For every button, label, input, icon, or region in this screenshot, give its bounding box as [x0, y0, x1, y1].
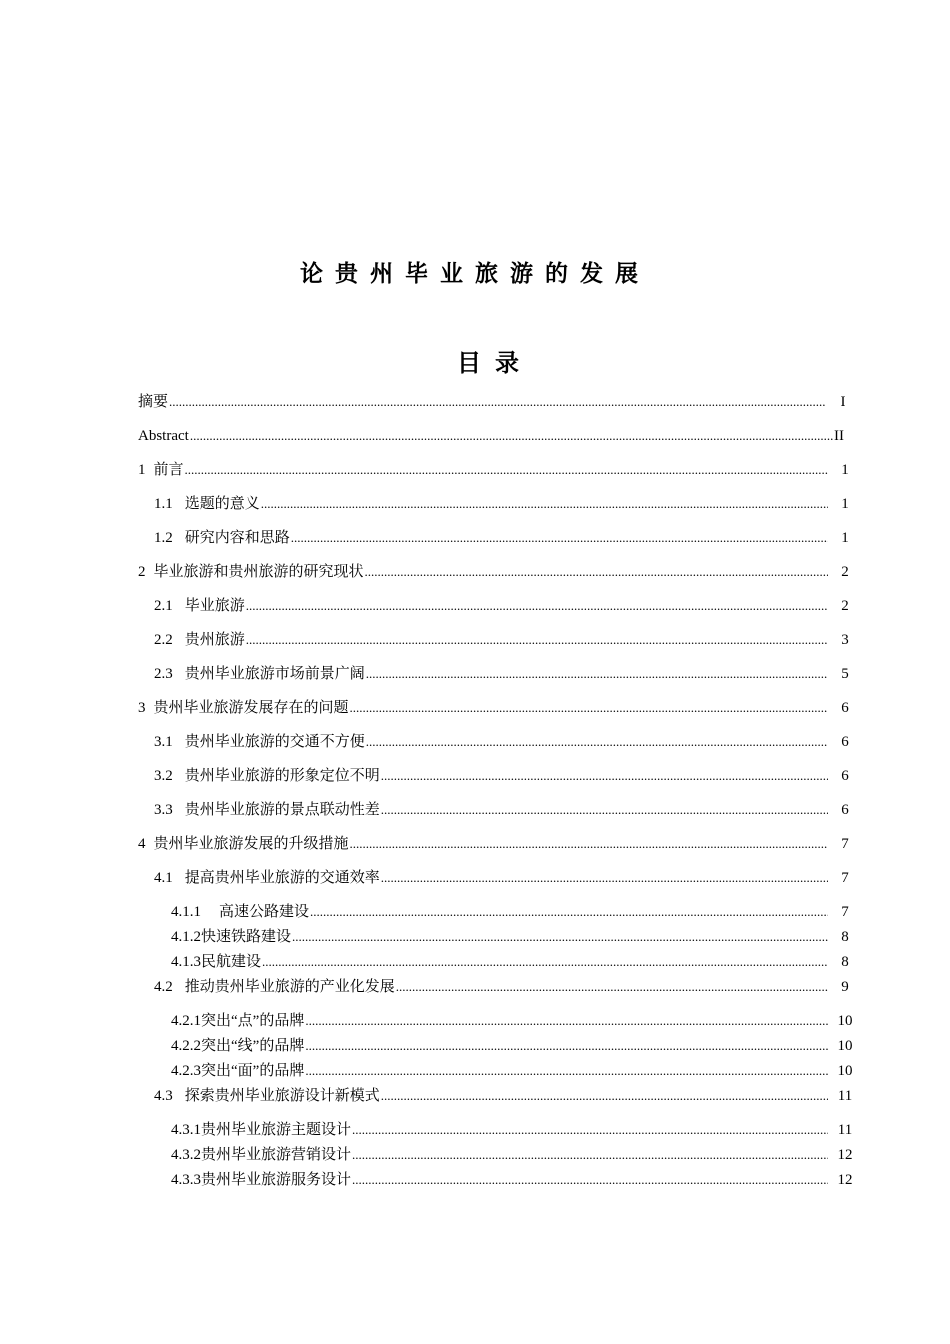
toc-entry-page: 10 — [837, 1063, 853, 1079]
toc-entry-label: 贵州毕业旅游的交通不方便 — [184, 734, 365, 750]
toc-entry[interactable] — [171, 952, 860, 972]
toc-entry-label: 贵州毕业旅游发展的升级措施 — [153, 836, 349, 852]
toc-entry-page: 3 — [841, 632, 849, 648]
toc-entry-page: 1 — [841, 530, 849, 546]
toc-entry-number: 4.1.1 — [171, 904, 201, 920]
toc-entry-label: 提高贵州毕业旅游的交通效率 — [184, 870, 380, 886]
dot-leader — [366, 732, 828, 752]
dot-leader — [190, 426, 834, 446]
dot-leader — [262, 952, 828, 972]
toc-entry-title — [154, 977, 395, 997]
dot-leader — [292, 927, 828, 947]
toc-entry-page: 2 — [841, 598, 849, 614]
dot-leader — [381, 766, 828, 786]
toc-entry-label: 前言 — [153, 462, 184, 478]
toc-entry-number: 4.2.1 — [171, 1013, 201, 1029]
toc-entry-number: 1.1 — [154, 496, 173, 512]
dot-leader — [381, 868, 828, 888]
dot-leader — [246, 596, 828, 616]
toc-entry-number: 4.3.1 — [171, 1122, 201, 1138]
toc-entry-label: 突出“面”的品牌 — [201, 1063, 305, 1079]
toc-entry-title — [154, 1086, 380, 1106]
toc-entry-number: 2.3 — [154, 666, 173, 682]
toc-entry[interactable] — [138, 834, 860, 854]
toc-entry-page: 12 — [837, 1147, 853, 1163]
dot-leader — [305, 1036, 828, 1056]
toc-entry-title: 摘要 — [138, 394, 169, 410]
toc-entry[interactable] — [154, 1086, 860, 1106]
toc-entry-title — [154, 630, 245, 650]
toc-entry-page: 8 — [841, 954, 849, 970]
dot-leader — [352, 1170, 828, 1190]
toc-entry[interactable] — [138, 698, 860, 718]
toc-entry-page: 1 — [841, 496, 849, 512]
toc-entry-number: 3.2 — [154, 768, 173, 784]
toc-entry-title: Abstract — [138, 428, 189, 444]
toc-entry-label: 快速铁路建设 — [201, 929, 292, 945]
toc-entry-title — [138, 834, 349, 854]
toc-entry-page: 2 — [841, 564, 849, 580]
dot-leader — [350, 698, 828, 718]
dot-leader — [169, 392, 826, 412]
toc-entry-label: 贵州毕业旅游服务设计 — [201, 1172, 352, 1188]
toc-entry[interactable] — [154, 664, 860, 684]
toc-entry-page: II — [834, 428, 844, 444]
toc-entry[interactable] — [171, 927, 860, 947]
toc-entry[interactable] — [171, 902, 860, 922]
toc-entry-number: 2.1 — [154, 598, 173, 614]
toc-entry-title — [154, 800, 380, 820]
toc-entry-page: 1 — [841, 462, 849, 478]
toc-entry-page: 11 — [837, 1088, 853, 1104]
toc-entry-number: 2 — [138, 564, 146, 580]
toc-entry[interactable] — [154, 494, 860, 514]
toc-entry[interactable] — [154, 766, 860, 786]
toc-entry-title — [154, 732, 365, 752]
dot-leader — [305, 1011, 828, 1031]
toc-entry-page: 7 — [841, 836, 849, 852]
toc-entry-title — [171, 1120, 351, 1140]
toc-entry-page: 6 — [841, 734, 849, 750]
toc-entry[interactable] — [154, 630, 860, 650]
toc-entry[interactable] — [171, 1011, 860, 1031]
toc-entry-page: I — [840, 394, 846, 410]
toc-entry-label: 高速公路建设 — [219, 904, 310, 920]
toc-entry-page: 10 — [837, 1038, 853, 1054]
toc-entry-label: 推动贵州毕业旅游的产业化发展 — [184, 979, 395, 995]
toc-entry-title — [154, 494, 260, 514]
toc-entry-title — [154, 596, 245, 616]
toc-entry-title — [138, 698, 349, 718]
dot-leader — [291, 528, 828, 548]
toc-entry-number: 4.2 — [154, 979, 173, 995]
dot-leader — [305, 1061, 828, 1081]
toc-entry-abstract-cn[interactable] — [138, 392, 858, 412]
toc-entry-page: 6 — [841, 768, 849, 784]
toc-entry-label: 贵州毕业旅游的景点联动性差 — [184, 802, 380, 818]
toc-entry-number: 4.1 — [154, 870, 173, 886]
toc-entry-number: 4 — [138, 836, 146, 852]
toc-entry-page: 5 — [841, 666, 849, 682]
toc-entry-page: 6 — [841, 802, 849, 818]
toc-entry[interactable] — [138, 460, 860, 480]
toc-entry-title — [171, 952, 261, 972]
toc-entry-label: 毕业旅游 — [184, 598, 245, 614]
toc-entry-page: 10 — [837, 1013, 853, 1029]
toc-entry-number: 3.1 — [154, 734, 173, 750]
toc-entry-number: 3.3 — [154, 802, 173, 818]
toc-entry[interactable] — [154, 868, 860, 888]
toc-entry-page: 6 — [841, 700, 849, 716]
toc-entry-number: 4.3 — [154, 1088, 173, 1104]
toc-entry-number: 4.2.2 — [171, 1038, 201, 1054]
toc-entry-label: 贵州毕业旅游主题设计 — [201, 1122, 352, 1138]
document-title: 论贵州毕业旅游的发展 — [300, 261, 650, 287]
toc-entry-title — [171, 1036, 304, 1056]
toc-entry[interactable] — [138, 562, 860, 582]
toc-entry-number: 1.2 — [154, 530, 173, 546]
toc-entry[interactable] — [171, 1036, 860, 1056]
toc-entry[interactable] — [154, 732, 860, 752]
toc-entry-title — [171, 902, 309, 922]
toc-entry-label: 突出“线”的品牌 — [201, 1038, 305, 1054]
dot-leader — [352, 1120, 828, 1140]
dot-leader — [310, 902, 828, 922]
toc-entry-label: 贵州毕业旅游发展存在的问题 — [153, 700, 349, 716]
toc-entry-title — [154, 528, 290, 548]
toc-entry-number: 4.2.3 — [171, 1063, 201, 1079]
dot-leader — [185, 460, 828, 480]
toc-entry-label: 贵州毕业旅游营销设计 — [201, 1147, 352, 1163]
toc-entry-page: 9 — [841, 979, 849, 995]
toc-entry-title — [171, 1011, 304, 1031]
toc-entry-page: 7 — [841, 904, 849, 920]
toc-entry-label: 毕业旅游和贵州旅游的研究现状 — [153, 564, 364, 580]
toc-entry-number: 3 — [138, 700, 146, 716]
toc-entry-title — [138, 562, 364, 582]
toc-entry[interactable] — [171, 1170, 860, 1190]
dot-leader — [366, 664, 828, 684]
toc-entry-title — [154, 664, 365, 684]
toc-entry-page: 8 — [841, 929, 849, 945]
dot-leader — [381, 800, 828, 820]
dot-leader — [246, 630, 828, 650]
toc-entry-title — [171, 927, 291, 947]
toc-entry[interactable] — [154, 977, 860, 997]
toc-entry-page: 11 — [837, 1122, 853, 1138]
toc-entry-title — [171, 1061, 304, 1081]
toc-entry-label: 贵州旅游 — [184, 632, 245, 648]
toc-entry-title — [171, 1145, 351, 1165]
toc-entry[interactable] — [171, 1120, 860, 1140]
toc-entry-label: 突出“点”的品牌 — [201, 1013, 305, 1029]
toc-entry[interactable] — [154, 800, 860, 820]
toc-entry-label: 贵州毕业旅游市场前景广阔 — [184, 666, 365, 682]
toc-entry[interactable] — [154, 596, 860, 616]
dot-leader — [261, 494, 828, 514]
toc-entry-title — [154, 766, 380, 786]
toc-entry-number: 4.3.3 — [171, 1172, 201, 1188]
toc-entry[interactable] — [171, 1145, 860, 1165]
toc-entry-number: 4.1.3 — [171, 954, 201, 970]
toc-entry-label: 贵州毕业旅游的形象定位不明 — [184, 768, 380, 784]
toc-entry-page: 12 — [837, 1172, 853, 1188]
toc-entry-title — [171, 1170, 351, 1190]
toc-entry-number: 1 — [138, 462, 146, 478]
dot-leader — [350, 834, 828, 854]
toc-entry-label: 民航建设 — [201, 954, 262, 970]
toc-entry-title — [154, 868, 380, 888]
dot-leader — [381, 1086, 828, 1106]
toc-entry-label: 选题的意义 — [184, 496, 260, 512]
toc-entry-page: 7 — [841, 870, 849, 886]
toc-entry-label: 研究内容和思路 — [184, 530, 290, 546]
toc-heading: 目录 — [457, 349, 533, 377]
toc-entry[interactable] — [154, 528, 860, 548]
toc-entry-title — [138, 460, 184, 480]
dot-leader — [365, 562, 828, 582]
toc-entry-label: 探索贵州毕业旅游设计新模式 — [184, 1088, 380, 1104]
dot-leader — [396, 977, 828, 997]
dot-leader — [352, 1145, 828, 1165]
toc-entry-abstract-en[interactable] — [138, 426, 844, 446]
toc-entry-number: 4.3.2 — [171, 1147, 201, 1163]
toc-entry-number: 2.2 — [154, 632, 173, 648]
toc-entry[interactable] — [171, 1061, 860, 1081]
toc-entry-number: 4.1.2 — [171, 929, 201, 945]
